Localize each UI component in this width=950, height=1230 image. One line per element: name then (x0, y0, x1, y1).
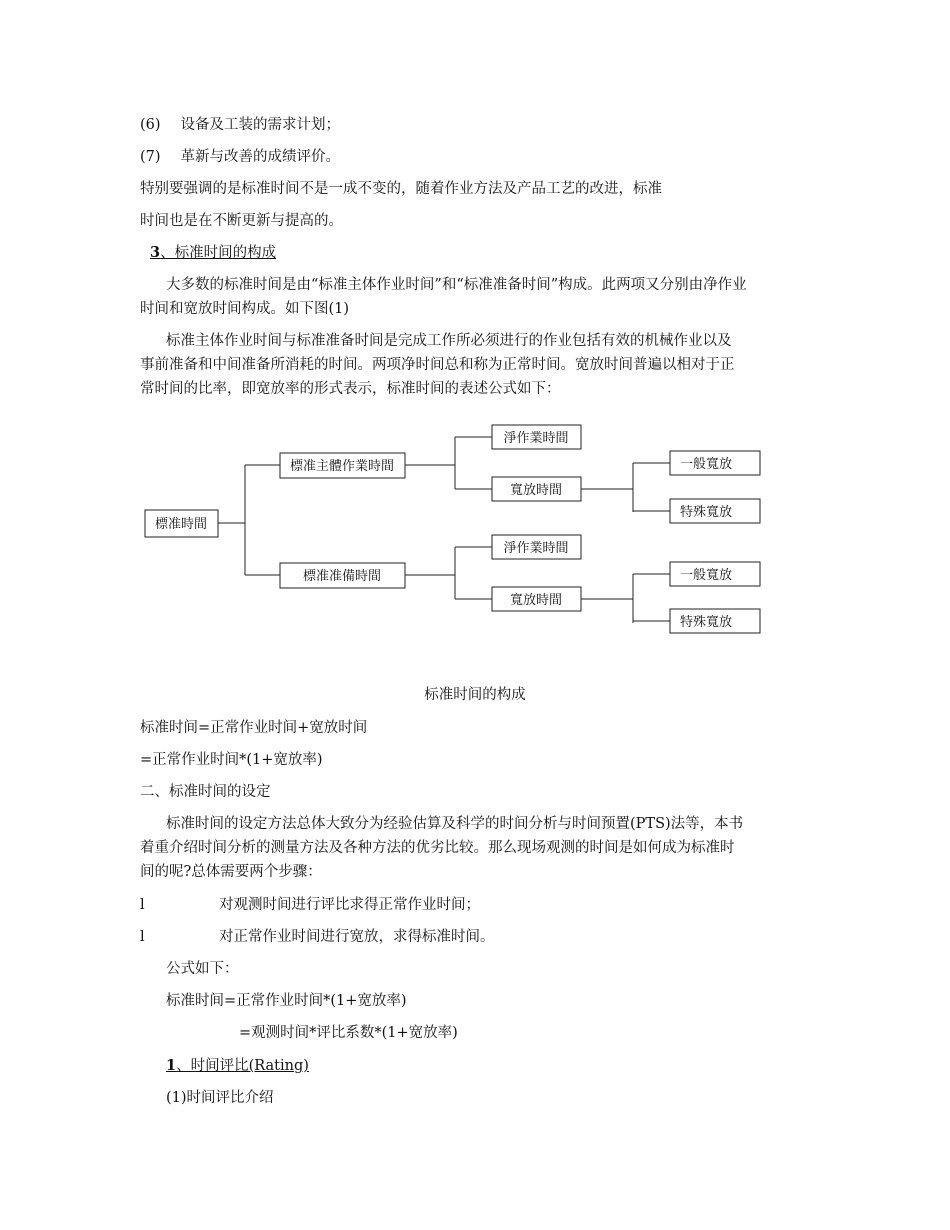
paragraph-3-line-1: 标准时间的设定方法总体大致分为经验估算及科学的时间分析与时间预置(PTS)法等，本书 (166, 816, 744, 832)
node-label: 淨作業時間 (503, 541, 569, 556)
list-number: (7) (140, 149, 161, 165)
subsection-1-heading (166, 1056, 309, 1076)
node-main-work-time (280, 453, 405, 478)
node-label: 標准時間 (154, 517, 208, 532)
node-special-allowance-2 (670, 609, 760, 633)
section-2-heading: 二、标准时间的设定 (140, 784, 271, 800)
emphasis-line-2: 时间也是在不断更新与提高的。 (140, 213, 343, 229)
paragraph-3-line-2: 着重介绍时间分析的测量方法及各种方法的优劣比较。那么现场观测的时间是如何成为标准时 (140, 840, 735, 856)
subsection-title: 、时间评比(Rating) (176, 1058, 309, 1074)
node-net-work-time-2 (492, 535, 581, 559)
node-label: 標准准備時間 (302, 569, 382, 584)
subsection-number: 1 (166, 1057, 177, 1074)
node-root (145, 510, 218, 537)
list-number: (6) (140, 117, 161, 133)
step-1-text: 对观测时间进行评比求得正常作业时间； (219, 897, 480, 913)
paragraph-3-line-3: 间的呢?总体需要两个步骤： (140, 864, 322, 880)
section-number: 3 (150, 244, 161, 261)
node-general-allowance-1 (670, 451, 760, 475)
node-label: 特殊寬放 (679, 505, 733, 520)
node-label: 標准主體作業時間 (289, 459, 395, 474)
node-label: 特殊寬放 (679, 615, 733, 630)
node-prep-time (280, 563, 405, 588)
paragraph-1-line-2: 时间和宽放时间构成。如下图(1) (140, 301, 350, 317)
formula-line-3: 标准时间=正常作业时间*(1+宽放率) (166, 993, 407, 1009)
emphasis-line-1: 特别要强调的是标准时间不是一成不变的，随着作业方法及产品工艺的改进，标准 (140, 181, 662, 197)
step-2-text: 对正常作业时间进行宽放，求得标准时间。 (219, 929, 495, 945)
section-title: 、标准时间的构成 (160, 245, 277, 261)
subsection-1-1-heading: (1)时间评比介绍 (166, 1090, 274, 1106)
diagram-caption: 标准时间的构成 (424, 687, 526, 703)
node-special-allowance-1 (670, 499, 760, 523)
node-label: 寬放時間 (509, 483, 563, 498)
bullet-marker: l (140, 929, 145, 945)
formula-line-1: 标准时间=正常作业时间+宽放时间 (140, 720, 368, 736)
node-label: 一般寬放 (679, 568, 733, 583)
node-net-work-time-1 (492, 425, 581, 449)
formula-line-2: =正常作业时间*(1+宽放率) (140, 752, 323, 768)
node-label: 一般寬放 (679, 457, 733, 472)
bullet-marker: l (140, 897, 145, 913)
node-allowance-time-1 (492, 477, 581, 501)
node-general-allowance-2 (670, 562, 760, 586)
node-label: 淨作業時間 (503, 431, 569, 446)
node-allowance-time-2 (492, 587, 581, 611)
list-text: 革新与改善的成绩评价。 (180, 149, 341, 165)
formula-intro: 公式如下： (166, 961, 239, 977)
node-label: 寬放時間 (509, 593, 563, 608)
paragraph-2-line-2: 事前准备和中间准备所消耗的时间。两项净时间总和称为正常时间。宽放时间普遍以相对于正 (140, 357, 735, 373)
list-text: 设备及工装的需求计划； (180, 117, 341, 133)
paragraph-1-line-1: 大多数的标准时间是由“标准主体作业时间”和“标准准备时间”构成。此两项又分别由净作业 (166, 277, 747, 293)
paragraph-2-line-3: 常时间的比率，即宽放率的形式表示，标准时间的表述公式如下： (140, 381, 561, 397)
formula-line-4: =观测时间*评比系数*(1+宽放率) (239, 1025, 458, 1041)
paragraph-2-line-1: 标准主体作业时间与标准准备时间是完成工作所必须进行的作业包括有效的机械作业以及 (166, 333, 732, 349)
